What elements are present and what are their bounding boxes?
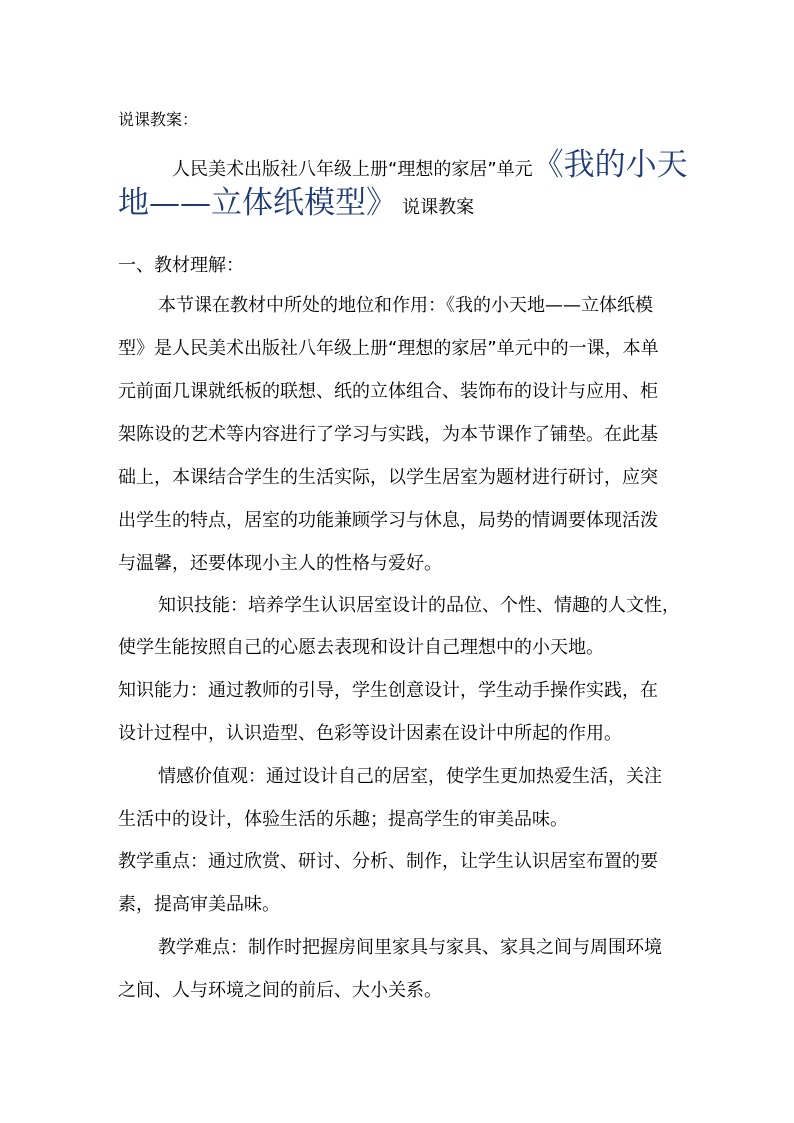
paragraph-line: 设计过程中，认识造型、色彩等设计因素在设计中所起的作用。 (118, 723, 622, 744)
doc-title-small-2: 说课教案 (402, 197, 475, 218)
paragraph-line: 情感价值观：通过设计自己的居室，使学生更加热爱生活，关注 (158, 766, 662, 787)
paragraph-line: 教学重点：通过欣赏、研讨、分析、制作，让学生认识居室布置的要 (118, 851, 658, 872)
paragraph-line: 教学难点：制作时把握房间里家具与家具、家具之间与周围环境 (158, 937, 662, 958)
paragraph-line: 本节课在教材中所处的地位和作用：《我的小天地——立体纸模 (158, 295, 653, 316)
paragraph-line: 元前面几课就纸板的联想、纸的立体组合、装饰布的设计与应用、柜 (118, 381, 658, 402)
doc-title-line-1 (172, 146, 688, 184)
doc-title-small-1: 人民美术出版社八年级上册“理想的家居”单元 (172, 159, 533, 180)
paragraph-line: 生活中的设计，体验生活的乐趣；提高学生的审美品味。 (118, 809, 568, 830)
paragraph-line: 架陈设的艺术等内容进行了学习与实践，为本节课作了铺垫。在此基 (118, 424, 658, 445)
doc-title-line-2 (118, 184, 474, 222)
section-heading: 一、教材理解： (118, 255, 244, 276)
doc-header: 说课教案： (118, 110, 199, 129)
paragraph-line: 知识能力：通过教师的引导，学生创意设计，学生动手操作实践，在 (118, 680, 658, 701)
paragraph-line: 型》是人民美术出版社八年级上册“理想的家居”单元中的一课，本单 (118, 338, 659, 359)
paragraph-line: 素，提高审美品味。 (118, 894, 280, 915)
paragraph-line: 础上，本课结合学生的生活实际，以学生居室为题材进行研讨，应突 (118, 467, 658, 488)
paragraph-line: 使学生能按照自己的心愿去表现和设计自己理想中的小天地。 (118, 637, 604, 658)
paragraph-line: 出学生的特点，居室的功能兼顾学习与休息，局势的情调要体现活泼 (118, 510, 658, 531)
paragraph-line: 之间、人与环境之间的前后、大小关系。 (118, 980, 442, 1001)
paragraph-line: 知识技能：培养学生认识居室设计的品位、个性、情趣的人文性， (158, 595, 680, 616)
paragraph-line: 与温馨，还要体现小主人的性格与爱好。 (118, 553, 442, 574)
doc-title-big-2: 地——立体纸模型》 (118, 185, 397, 221)
doc-title-big-1: 《我的小天 (532, 147, 688, 183)
